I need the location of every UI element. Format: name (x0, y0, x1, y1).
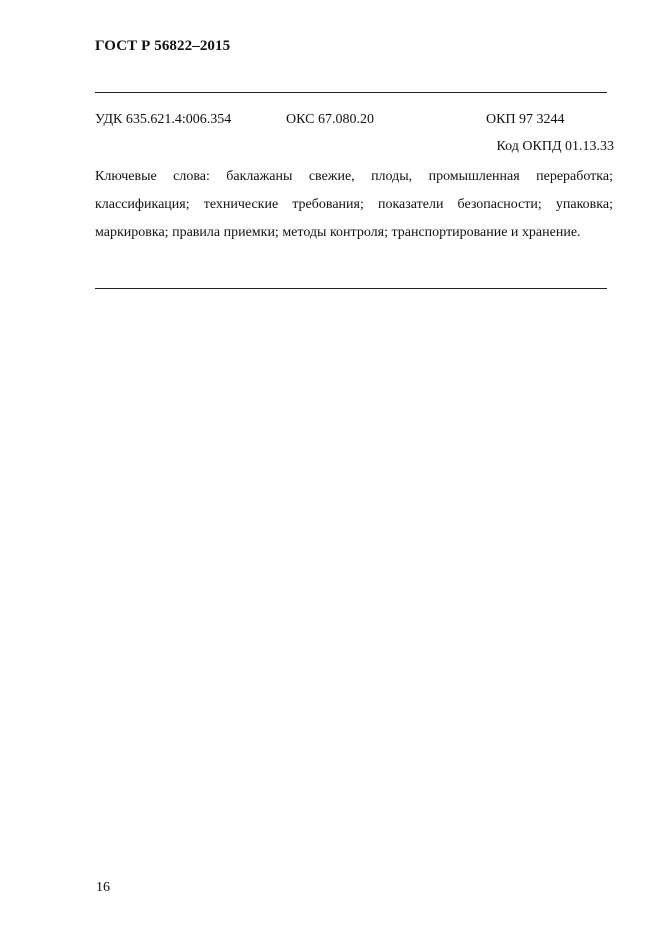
keywords-paragraph: Ключевые слова: баклажаны свежие, плоды, промышленная переработка; классификация; технические требования; показатели безопасности; упаковка; маркировка; правила приемки; методы контроля; транспортирование и хранение. (95, 169, 613, 240)
bottom-divider (95, 288, 607, 289)
standard-number: ГОСТ Р 56822–2015 (95, 38, 231, 54)
classification-codes (95, 112, 607, 130)
top-divider (95, 92, 607, 93)
okpd-code: Код ОКПД 01.13.33 (496, 139, 614, 154)
okp-code: ОКП 97 3244 (486, 112, 565, 127)
oks-code: ОКС 67.080.20 (286, 112, 374, 127)
page-number: 16 (96, 880, 110, 895)
udk-code: УДК 635.621.4:006.354 (95, 112, 232, 127)
